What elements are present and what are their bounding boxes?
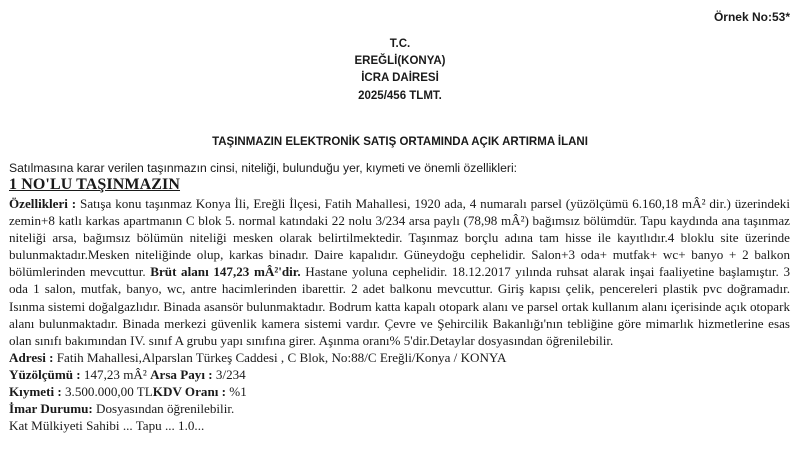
gross-area-label: Brüt alanı 147,23 mÂ²'dir. bbox=[150, 264, 301, 280]
value-line bbox=[9, 383, 790, 400]
sample-number: Örnek No:53* bbox=[713, 10, 790, 24]
address-label: Adresi : bbox=[9, 349, 54, 365]
area-line bbox=[9, 366, 790, 383]
value-label: Kıymeti : bbox=[9, 384, 62, 400]
notice-title: TAŞINMAZIN ELEKTRONİK SATIŞ ORTAMINDA AÇIK ARTIRMA İLANI bbox=[212, 136, 588, 148]
features-label: Özellikleri : bbox=[9, 196, 77, 211]
features-text-2: Hastane yoluna cephelidir. 18.12.2017 yılında ruhsat alarak inşai faaliyetine başlamıştır. 3 oda 1 salon, mutfak, banyo, wc, antre hacimlerinden ibarettir. 2 adet balkonu mevcuttur. Giriş kapısı çelik, pencereleri plastik pvc doğramadır. Isınma sistemi doğalgazlıdır. Binada asansör bulunmaktadır. Bodrum katta kapalı otopark alanı ve parsel ortak kullanım alanı içerisinde açık otopark alanı bulunmaktadır. Binada merkezi güvenlik kamera sistemi vardır. Çevre ve Şehircilik Bakanlığı'nın tebliğine göre mimarlık hizmetlerine esas olan sınıfı bakımından IV. sınıf A grubu yapı sınıfına girer. Aşınma oranı% 5'dir.Detaylar dosyasından öğrenilebilir. bbox=[9, 264, 790, 348]
features-text-1: Satışa konu taşınmaz Konya İli, Ereğli İlçesi, Fatih Mahallesi, 1920 ada, 4 numaralı parsel (yüzölçümü 6.160,18 mÂ² dir.) üzerindeki zemin+8 katlı karkas apartmanın C blok 5. normal katındaki 22 nolu 3/234 arsa paylı (78,98 mÂ²) bağımsız bölümdür. Tapu kaydında ana taşınmaz niteliği arsa, bağımsız bölümün niteliği mesken olarak belirtilmektedir. Taşınmaz borçlu adına tam hisse ile kayıtlıdır.4 bloklu site üzerinde bulunmaktadır.Mesken niteliğinde olup, karkas binadır. Daire kapalıdır. Güneydoğu cephelidir. Salon+3 oda+ mutfak+ wc+ banyo + 2 balkon bölümlerinden mevcuttur. bbox=[9, 196, 790, 280]
zoning-label: İmar Durumu: bbox=[9, 401, 93, 417]
section-heading: 1 NO'LU TAŞINMAZIN bbox=[9, 176, 181, 193]
header-line-office: İCRA DAİRESİ bbox=[361, 72, 439, 85]
vat-value: %1 bbox=[226, 384, 247, 400]
value-amount: 3.500.000,00 TL bbox=[61, 384, 153, 400]
land-share-value: 3/234 bbox=[212, 366, 246, 382]
header-line-city: EREĞLİ(KONYA) bbox=[354, 55, 446, 68]
land-share-label: Arsa Payı : bbox=[150, 366, 213, 382]
header-line-file-number: 2025/456 TLMT. bbox=[358, 89, 442, 102]
court-header bbox=[0, 36, 800, 105]
truncated-line: Kat Mülkiyeti Sahibi ... Tapu ... 1.0... bbox=[9, 418, 205, 434]
area-label: Yüzölçümü : bbox=[9, 366, 81, 382]
property-details bbox=[9, 195, 790, 434]
area-value: 147,23 mÂ² bbox=[80, 366, 151, 382]
address-line bbox=[9, 349, 790, 366]
zoning-line bbox=[9, 400, 790, 417]
features-paragraph bbox=[9, 195, 790, 349]
vat-label: KDV Oranı : bbox=[152, 384, 227, 400]
zoning-value: Dosyasından öğrenilebilir. bbox=[92, 401, 235, 417]
intro-text: Satılmasına karar verilen taşınmazın cinsi, niteliği, bulunduğu yer, kıymeti ve önemli özellikleri: bbox=[9, 161, 518, 175]
address-value: Fatih Mahallesi,Alparslan Türkeş Caddesi , C Blok, No:88/C Ereğli/Konya / KONYA bbox=[53, 349, 507, 365]
header-line-tc: T.C. bbox=[389, 38, 411, 50]
